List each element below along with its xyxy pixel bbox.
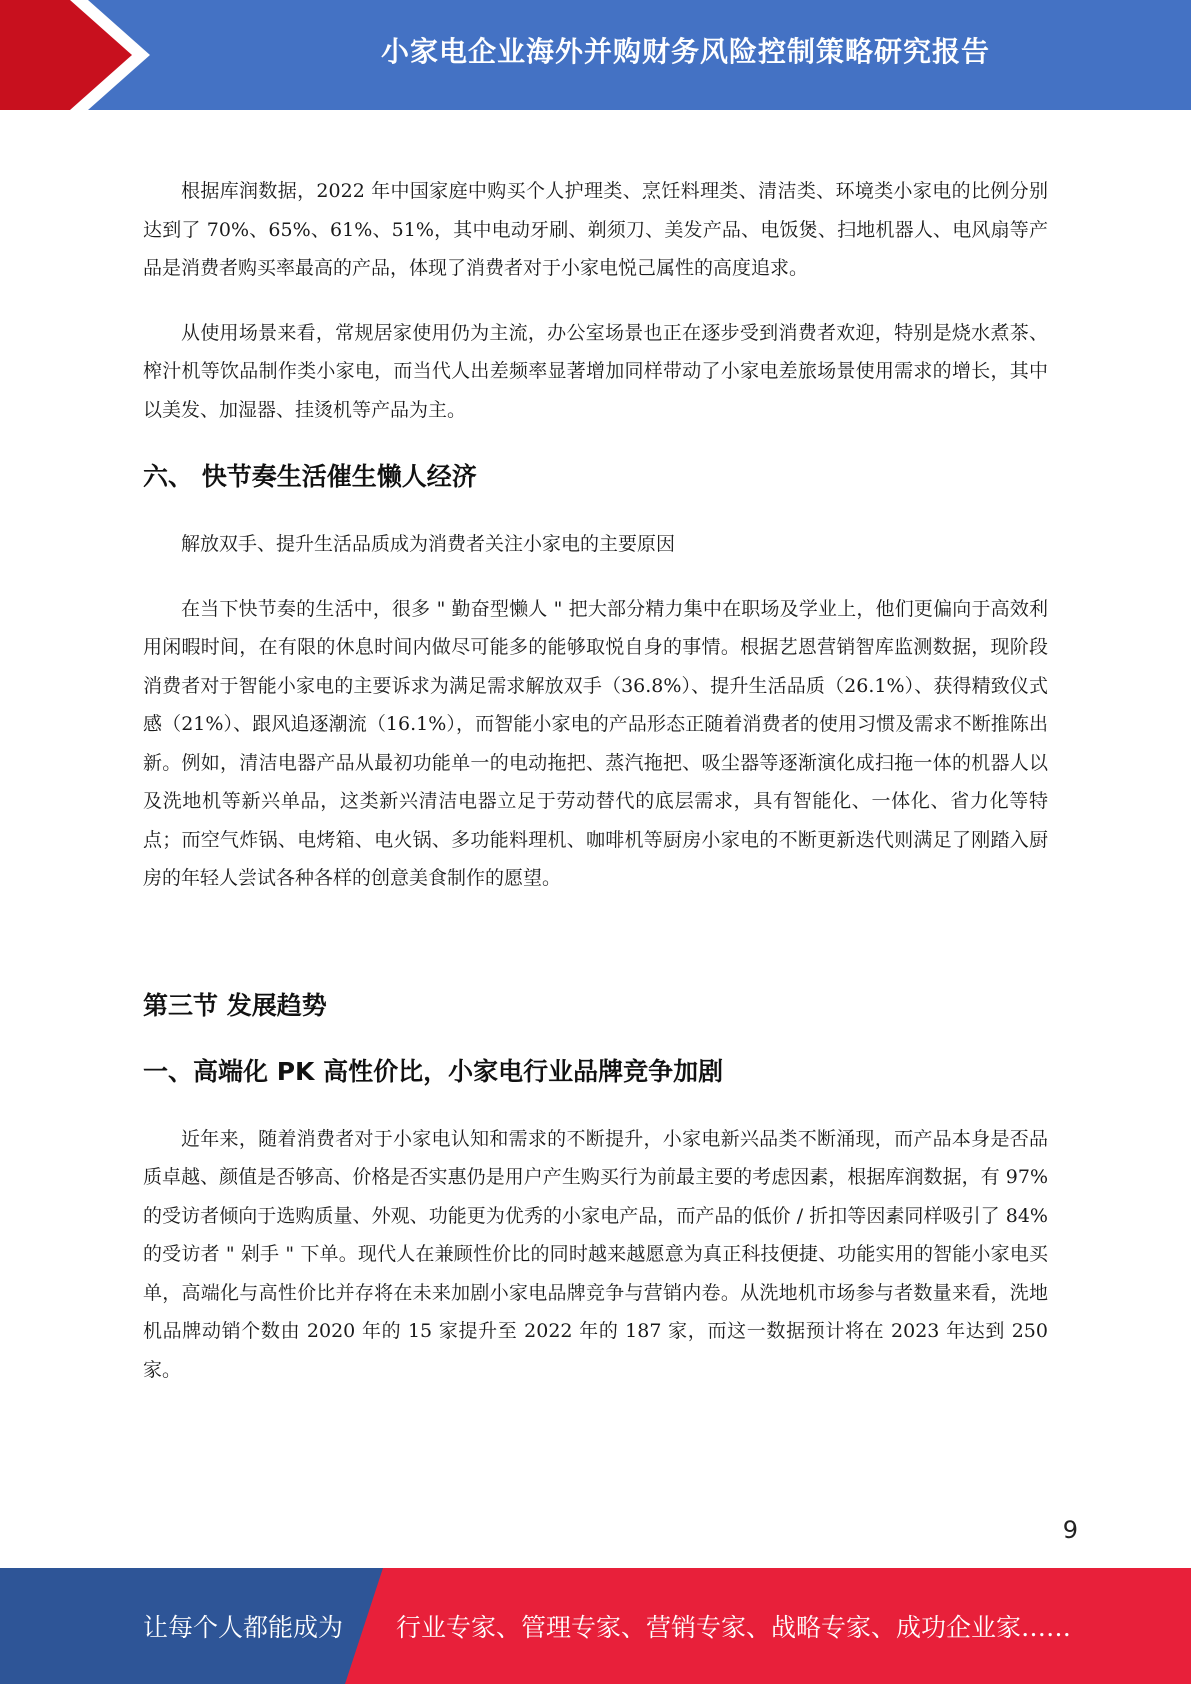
page-content (143, 172, 1048, 1389)
paragraph-2: 从使用场景来看，常规居家使用仍为主流，办公室场景也正在逐步受到消费者欢迎，特别是烧水煮茶、榨汁机等饮品制作类小家电，而当代人出差频率显著增加同样带动了小家电差旅场景使用需求的增长，其中以美发、加湿器、挂烫机等产品为主。 (143, 321, 1048, 421)
paragraph-1: 根据库润数据，2022 年中国家庭中购买个人护理类、烹饪料理类、清洁类、环境类小家电的比例分别达到了 70%、65%、61%、51%，其中电动牙刷、剃须刀、美发产品、电饭煲、扫地机器人、电风扇等产品是消费者购买率最高的产品，体现了消费者对于小家电悦己属性的高度追求。 (143, 180, 1048, 279)
header-title: 小家电企业海外并购财务风险控制策略研究报告 (380, 35, 990, 68)
page-number: 9 (1062, 1516, 1078, 1544)
page-footer (0, 1568, 1191, 1684)
paragraph-4: 在当下快节奏的生活中，很多 " 勤奋型懒人 " 把大部分精力集中在职场及学业上，他们更偏向于高效利用闲暇时间，在有限的休息时间内做尽可能多的能够取悦自身的事情。根据艺恩营销智库监测数据，现阶段消费者对于智能小家电的主要诉求为满足需求解放双手（36.8%）、提升生活品质（26.1%）、获得精致仪式感（21%）、跟风追逐潮流（16.1%），而智能小家电的产品形态正随着消费者的使用习惯及需求不断推陈出新。例如，清洁电器产品从最初功能单一的电动拖把、蒸汽拖把、吸尘器等逐渐演化成扫拖一体的机器人以及洗地机等新兴单品，这类新兴清洁电器立足于劳动替代的底层需求，具有智能化、一体化、省力化等特点；而空气炸锅、电烤箱、电火锅、多功能料理机、咖啡机等厨房小家电的不断更新迭代则满足了刚踏入厨房的年轻人尝试各种各样的创意美食制作的愿望。 (143, 597, 1048, 889)
section-heading-six: 六、 快节奏生活催生懒人经济 (143, 462, 477, 491)
paragraph-5: 近年来，随着消费者对于小家电认知和需求的不断提升，小家电新兴品类不断涌现，而产品本身是否品质卓越、颜值是否够高、价格是否实惠仍是用户产生购买行为前最主要的考虑因素，根据库润数据，有 97% 的受访者倾向于选购质量、外观、功能更为优秀的小家电产品，而产品的低价 / 折扣等因素同样吸引了 84% 的受访者 " 剁手 " 下单。现代人在兼顾性价比的同时越来越愿意为真正科技便捷、功能实用的智能小家电买单，高端化与高性价比并存将在未来加剧小家电品牌竞争与营销内卷。从洗地机市场参与者数量来看，洗地机品牌动销个数由 2020 年的 15 家提升至 2022 年的 187 家，而这一数据预计将在 2023 年达到 250 家。 (143, 1127, 1048, 1381)
footer-slogan-left: 让每个人都能成为 (143, 1613, 344, 1642)
chapter-heading-section-three: 第三节 发展趋势 (143, 990, 327, 1020)
page-header (0, 0, 1191, 110)
footer-slogan-right: 行业专家、管理专家、营销专家、战略专家、成功企业家…… (396, 1613, 1072, 1642)
section-heading-one: 一、高端化 PK 高性价比，小家电行业品牌竞争加剧 (143, 1056, 724, 1086)
paragraph-3: 解放双手、提升生活品质成为消费者关注小家电的主要原因 (181, 533, 676, 555)
